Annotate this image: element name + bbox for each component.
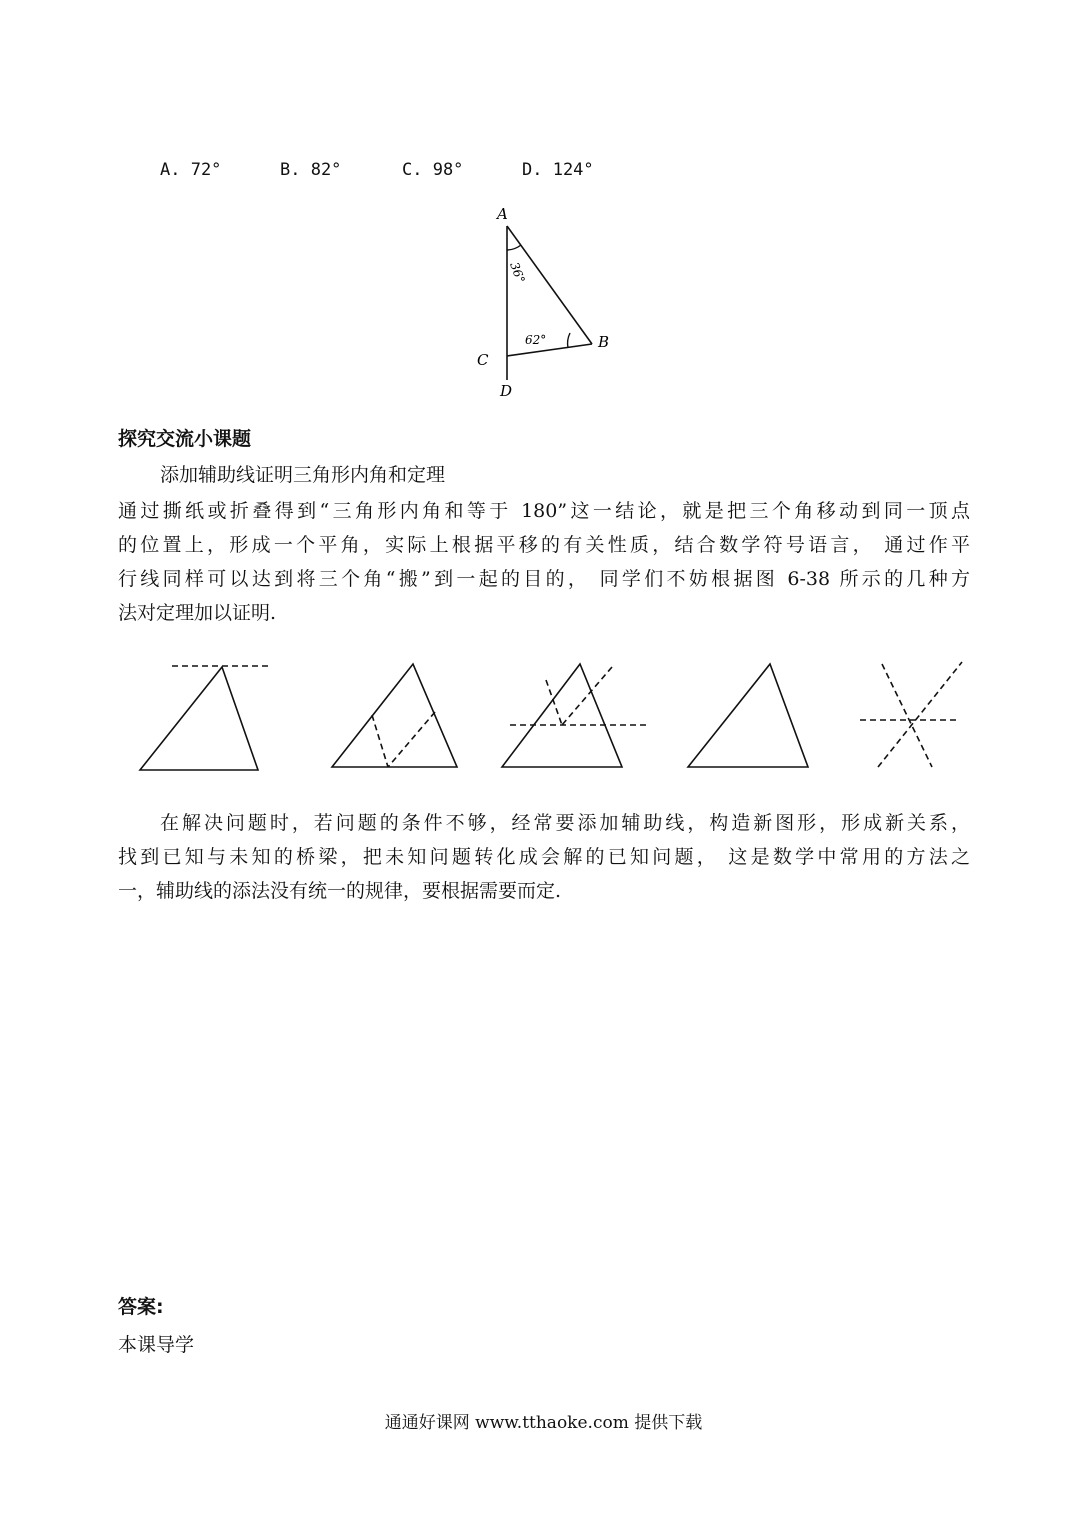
option-a: A. 72°: [160, 160, 222, 180]
page-footer: 通通好课网 www.tthaoke.com 提供下载: [384, 1413, 703, 1433]
figure-4: [688, 664, 808, 767]
label-c: C: [477, 351, 489, 369]
figure-2: [332, 664, 457, 767]
angle-b-label: 62°: [525, 333, 547, 347]
intro-line: 的位置上，形成一个平角，实际上根据平移的有关性质，结合数学符号语言， 通过作平: [118, 534, 970, 556]
conclusion-line: 一，辅助线的添法没有统一的规律，要根据需要而定.: [118, 880, 562, 902]
figure-3: [502, 664, 648, 767]
angle-a-label: 36°: [507, 260, 528, 286]
intro-paragraph: [118, 494, 970, 630]
side-bc: [507, 344, 592, 356]
figure-5: [860, 662, 962, 767]
option-d: D. 124°: [522, 160, 594, 180]
section-subtitle: 添加辅助线证明三角形内角和定理: [160, 464, 446, 486]
angle-b-arc: [568, 333, 570, 348]
intro-line: 法对定理加以证明.: [118, 602, 277, 624]
answer-heading: 答案:: [118, 1296, 164, 1318]
section-heading: 探究交流小课题: [118, 428, 252, 450]
label-d: D: [500, 382, 513, 398]
auxiliary-line-figures: [130, 652, 970, 778]
figure-1: [140, 666, 270, 770]
conclusion-line: 在解决问题时，若问题的条件不够，经常要添加辅助线，构造新图形，形成新关系，: [160, 812, 970, 834]
option-c: C. 98°: [402, 160, 464, 180]
label-b: B: [598, 333, 610, 351]
intro-line: 行线同样可以达到将三个角“搬”到一起的目的， 同学们不妨根据图 6-38 所示的几种方: [118, 568, 970, 590]
triangle-abc-figure: [470, 198, 630, 398]
side-ab: [507, 226, 592, 344]
conclusion-paragraph: [118, 806, 970, 908]
angle-a-arc: [507, 245, 521, 250]
answer-subheading: 本课导学: [118, 1334, 195, 1356]
label-a: A: [497, 205, 508, 223]
conclusion-line: 找到已知与未知的桥梁，把未知问题转化成会解的已知问题， 这是数学中常用的方法之: [118, 846, 970, 868]
intro-line: 通过撕纸或折叠得到“三角形内角和等于 180”这一结论，就是把三个角移动到同一顶点: [118, 500, 970, 522]
option-b: B. 82°: [280, 160, 342, 180]
